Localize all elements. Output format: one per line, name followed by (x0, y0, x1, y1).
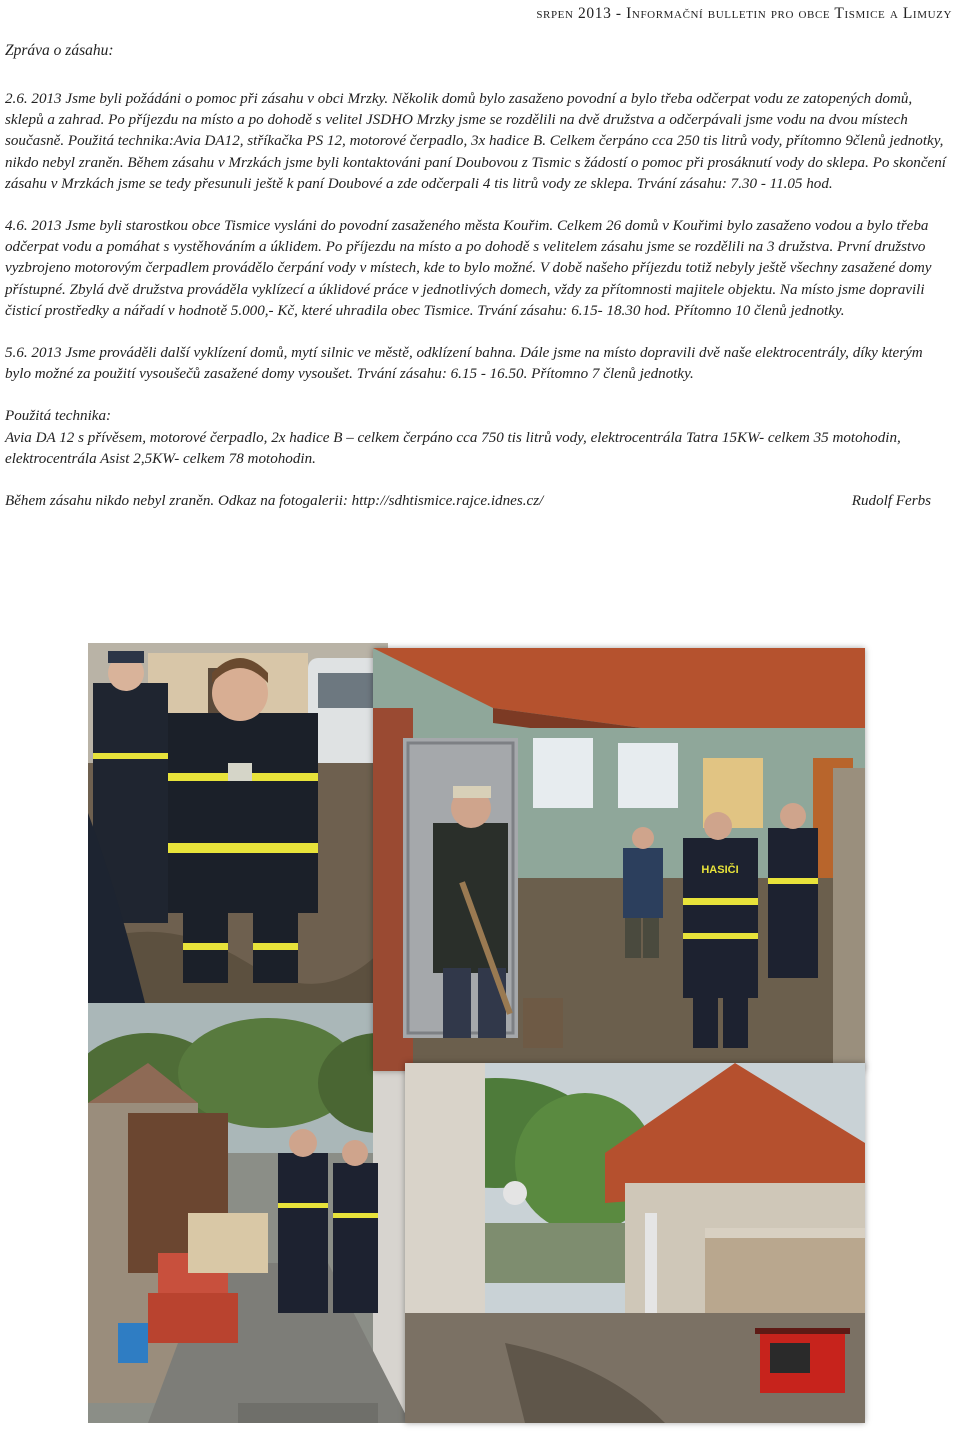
report-title: Zpráva o zásahu: (5, 42, 114, 59)
report-paragraph: 4.6. 2013 Jsme byli starostkou obce Tismice vysláni do povodní zasaženého města Kouřim. Celkem 26 domů v Kouřimi bylo zasaženo vodou a bylo třeba odčerpat vodu a pomáhat s vystěhováním a úklidem. Po příjezdu na místo a po dohodě s velitelem zásahu jsme se rozdělili na 3 družstva. První družstvo vyzbrojeno motorovým čerpadlem provádělo čerpání vody v místech, kde to bylo možné. V době našeho příjezdu totiž nebyly ještě všechny zasažené domy přístupné. Zbylá dvě družstva prováděla vyklízecí a úklidové práce v jednotlivých domech, vždy za přítomnosti majitele objektu. Na místo jsme dopravili čisticí prostředky a nářadí v hodnotě 5.000,- Kč, které uhradila obec Tismice. Trvání zásahu: 6.15- 18.30 hod. Přítomno 10 členů jednotky. (5, 218, 932, 319)
equipment-title: Použitá technika: (5, 408, 112, 425)
photo-firefighters-alley (88, 1003, 410, 1423)
report-paragraph: 2.6. 2013 Jsme byli požádáni o pomoc při zásahu v obci Mrzky. Několik domů bylo zasaženo povodní a bylo třeba odčerpat vodu ze zatopených domů, sklepů a zahrad. Po příjezdu na místo a po dohodě s velitel JSDHO Mrzky jsme se rozdělili na dvě družstva a odčerpávali jsme vodu na dvou místech současně. Použitá technika:Avia DA12, stříkačka PS 12, motorové čerpadlo, 3x hadice B. Celkem čerpáno cca 250 tis litrů vody, přítomno 9členů jednotky, nikdo nebyl zraněn. Během zásahu v Mrzkách jsme byli kontaktováni paní Doubovou z Tismic s žádostí o pomoc při prosáknutí vody do sklepa. Po skončení zásahu v Mrzkách jsme se tedy přesunuli ještě k paní Doubové a zde odčerpali 4 tis litrů vody ze sklepa. Trvání zásahu: 7.30 - 11.05 hod. (5, 91, 946, 192)
photo-firefighters-yard (88, 643, 388, 1015)
closing-text: Během zásahu nikdo nebyl zraněn. Odkaz na fotogalerii: http://sdhtismice.rajce.idnes.cz/ (5, 493, 544, 510)
photo-firefighters-house (373, 648, 865, 1071)
photo-flooded-yard (405, 1063, 865, 1423)
signature: Rudolf Ferbs (851, 493, 931, 510)
hasici-label: HASIČI (701, 864, 739, 876)
report-body (5, 89, 951, 512)
running-header: srpen 2013 - Informační bulletin pro obce Tismice a Limuzy (536, 5, 952, 22)
closing-line (5, 491, 951, 512)
equipment-text: Avia DA 12 s přívěsem, motorové čerpadlo, 2x hadice B – celkem čerpáno cca 750 tis litrů vody, elektrocentrála Tatra 15KW- celkem 35 motohodin, elektrocentrála Asist 2,5KW- celkem 78 motohodin. (5, 429, 901, 467)
report-paragraph: 5.6. 2013 Jsme prováděli další vyklízení domů, mytí silnic ve městě, odklízení bahna. Dále jsme na místo dopravili dvě naše elektrocentrály, díky kterým bylo možné za použití vysoušečů zasažené domy vysoušet. Trvání zásahu: 6.15 - 16.50. Přítomno 7 členů jednotky. (5, 345, 923, 383)
